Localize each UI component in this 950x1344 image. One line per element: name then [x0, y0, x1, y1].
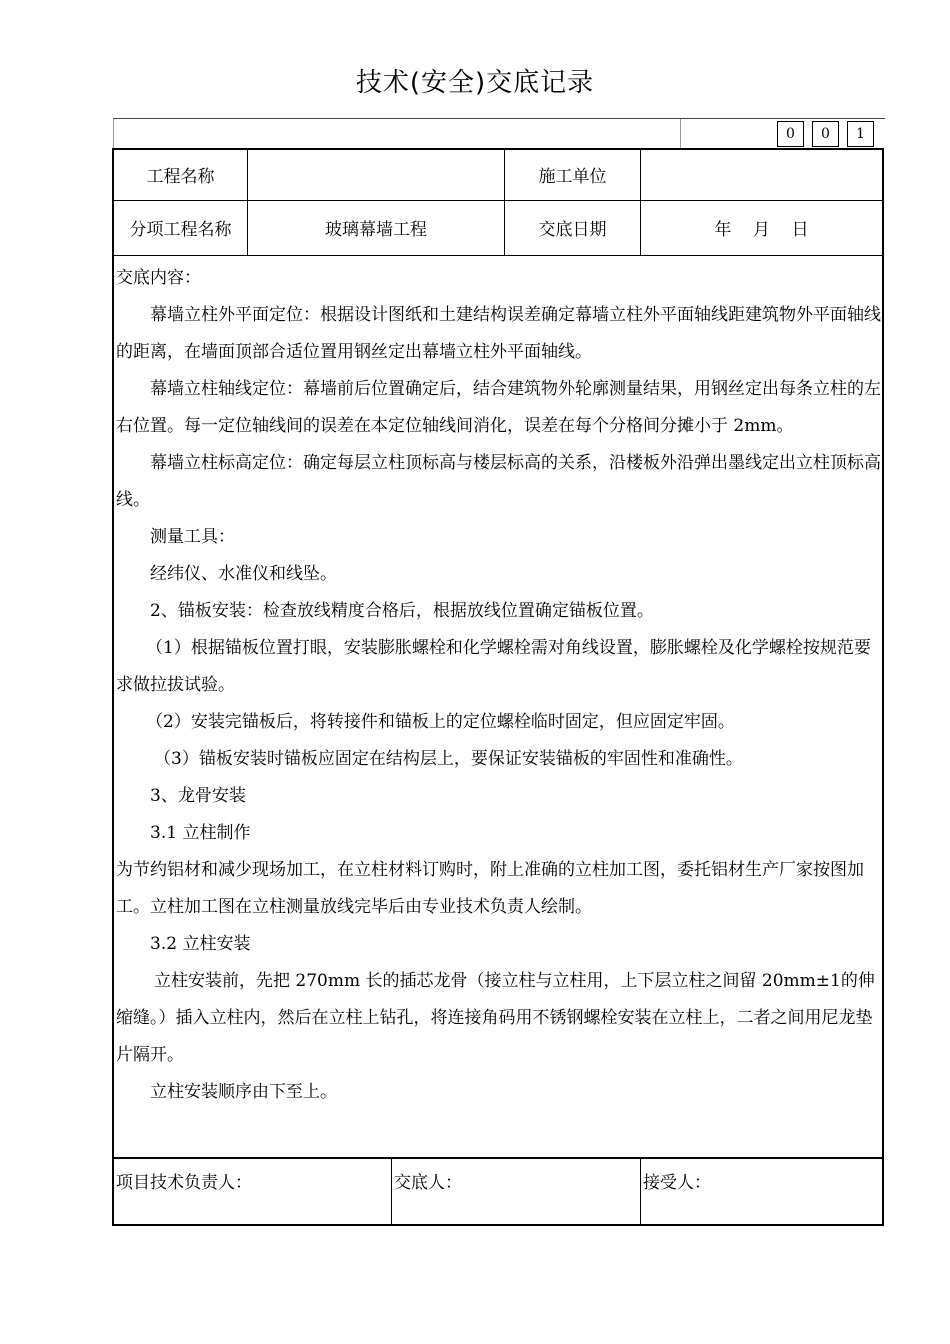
subproject-label: 分项工程名称	[129, 220, 232, 240]
document-title: 技术(安全)交底记录	[355, 68, 595, 98]
content-paragraph: 立柱安装顺序由下至上。	[150, 1082, 337, 1102]
code-row-divider	[680, 119, 681, 149]
content-paragraph: 3.1 立柱制作	[150, 823, 251, 843]
row-divider-3	[114, 1157, 882, 1159]
construction-unit-label: 施工单位	[538, 167, 607, 187]
content-heading: 交底内容：	[116, 268, 201, 288]
content-paragraph: 测量工具：	[150, 527, 235, 547]
date-value: 年 月 日	[714, 220, 809, 240]
disclosure-table	[112, 148, 884, 1226]
code-digit-2: 0	[812, 121, 839, 147]
content-paragraph: 经纬仪、水准仪和线坠。	[150, 564, 337, 584]
project-name-label: 工程名称	[146, 167, 215, 187]
content-paragraph: 3、龙骨安装	[150, 786, 246, 806]
content-paragraph: （3）锚板安装时锚板应固定在结构层上，要保证安装锚板的牢固性和准确性。	[154, 749, 743, 769]
content-paragraph: （2）安装完锚板后，将转接件和锚板上的定位螺栓临时固定，但应固定牢固。	[146, 712, 735, 732]
sig-divider-2	[640, 1158, 641, 1226]
content-paragraph: 3.2 立柱安装	[150, 934, 251, 954]
record-number-row	[113, 118, 885, 149]
receiver-signature-label: 接受人：	[643, 1173, 711, 1193]
row-divider-1	[114, 200, 882, 201]
date-label: 交底日期	[538, 220, 607, 240]
discloser-signature-label: 交底人：	[394, 1173, 462, 1193]
content-paragraph: 幕墙立柱轴线定位：幕墙前后位置确定后，结合建筑物外轮廓测量结果，用钢丝定出每条立柱的左右位置。每一定位轴线间的误差在本定位轴线间消化，误差在每个分格间分摊小于 2mm。	[116, 379, 881, 436]
disclosure-content	[116, 260, 884, 1111]
content-paragraph: 为节约铝材和减少现场加工，在立柱材料订购时，附上准确的立柱加工图，委托铝材生产厂家按图加工。立柱加工图在立柱测量放线完毕后由专业技术负责人绘制。	[116, 860, 864, 917]
content-paragraph: （1）根据锚板位置打眼，安装膨胀螺栓和化学螺栓需对角线设置，膨胀螺栓及化学螺栓按规范要求做拉拔试验。	[116, 638, 871, 695]
sig-divider-1	[391, 1158, 392, 1226]
subproject-value: 玻璃幕墙工程	[325, 220, 427, 240]
row-divider-2	[114, 255, 882, 256]
code-digit-1: 0	[777, 121, 804, 147]
content-paragraph: 2、锚板安装：检查放线精度合格后，根据放线位置确定锚板位置。	[150, 601, 654, 621]
code-digit-3: 1	[847, 121, 874, 147]
content-paragraph: 幕墙立柱标高定位：确定每层立柱顶标高与楼层标高的关系，沿楼板外沿弹出墨线定出立柱顶标高线。	[116, 453, 881, 510]
content-paragraph: 幕墙立柱外平面定位：根据设计图纸和土建结构误差确定幕墙立柱外平面轴线距建筑物外平面轴线的距离，在墙面顶部合适位置用钢丝定出幕墙立柱外平面轴线。	[116, 305, 881, 362]
tech-lead-signature-label: 项目技术负责人：	[116, 1173, 252, 1193]
content-paragraph: 立柱安装前，先把 270mm 长的插芯龙骨（接立柱与立柱用，上下层立柱之间留 20mm±1的伸缩缝。）插入立柱内，然后在立柱上钻孔，将连接角码用不锈钢螺栓安装在立柱上，二者之间用尼龙垫片隔开。	[116, 971, 875, 1065]
